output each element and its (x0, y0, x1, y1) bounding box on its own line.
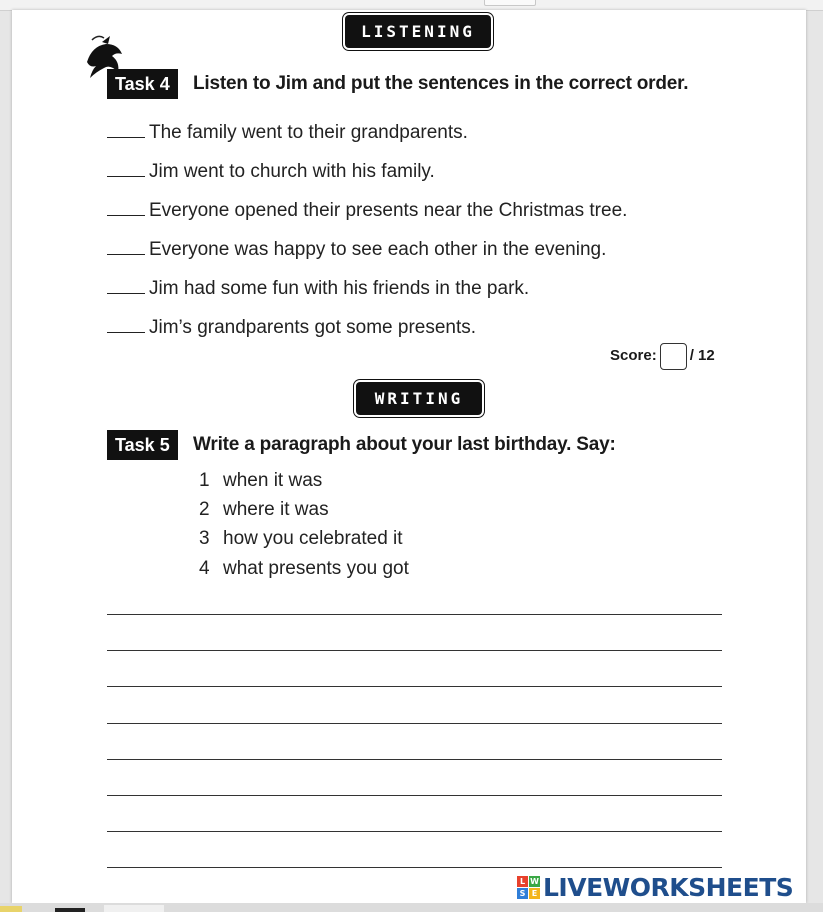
prompt-text: what presents you got (223, 558, 409, 579)
ordering-item (107, 276, 529, 301)
ordering-item (107, 198, 627, 223)
ordering-item (107, 315, 476, 340)
task-4-instructions: Listen to Jim and put the sentences in the correct order. (193, 73, 689, 94)
taskbar-strip (104, 905, 164, 912)
prompt-item (199, 469, 322, 493)
taskbar-strip (0, 906, 22, 912)
writing-line[interactable] (107, 867, 722, 868)
task-4-badge: Task 4 (107, 69, 178, 99)
task-5-badge: Task 5 (107, 430, 178, 460)
writing-line[interactable] (107, 759, 722, 760)
writing-section-label: WRITING (356, 382, 482, 415)
sentence-text: Everyone was happy to see each other in the evening. (149, 239, 607, 260)
prompt-text: when it was (223, 470, 323, 491)
prompt-number: 2 (199, 499, 210, 520)
score-total: / 12 (689, 347, 715, 364)
task-5-instructions: Write a paragraph about your last birthday. Say: (193, 434, 616, 455)
prompt-item (199, 498, 329, 522)
ordering-item (107, 159, 435, 184)
order-blank[interactable] (107, 198, 145, 216)
sentence-text: Jim’s grandparents got some presents. (149, 317, 477, 338)
liveworksheets-icon (517, 876, 541, 900)
prompt-item (199, 527, 403, 551)
sentence-text: Jim had some fun with his friends in the park. (149, 278, 530, 299)
order-blank[interactable] (107, 315, 145, 333)
prompt-number: 4 (199, 558, 210, 579)
liveworksheets-wordmark: LIVEWORKSHEETS (543, 873, 794, 902)
prompt-item (199, 557, 409, 581)
logo-icon-cell: W (530, 876, 539, 886)
writing-line[interactable] (107, 831, 722, 832)
prompt-text: how you celebrated it (223, 528, 403, 549)
writing-line[interactable] (107, 686, 722, 687)
logo-icon-cell: L (517, 876, 528, 887)
logo-icon-cell: S (517, 888, 528, 899)
liveworksheets-logo[interactable] (517, 873, 793, 901)
score-area (610, 342, 715, 370)
worksheet-page (12, 10, 806, 903)
sentence-text: Everyone opened their presents near the Christmas tree. (149, 200, 628, 221)
writing-line[interactable] (107, 795, 722, 796)
score-label: Score: (610, 347, 657, 364)
order-blank[interactable] (107, 237, 145, 255)
ordering-item (107, 237, 606, 262)
listening-section-label: LISTENING (345, 15, 491, 48)
score-box (660, 343, 687, 370)
prompt-number: 1 (199, 470, 210, 491)
sentence-text: The family went to their grandparents. (149, 122, 468, 143)
order-blank[interactable] (107, 120, 145, 138)
prompt-number: 3 (199, 528, 210, 549)
viewer-bottom-bar (0, 903, 823, 912)
logo-icon-cell: E (529, 888, 540, 899)
order-blank[interactable] (107, 276, 145, 294)
ordering-item (107, 120, 468, 145)
viewer-tab[interactable] (484, 0, 536, 6)
sentence-text: Jim went to church with his family. (149, 161, 435, 182)
order-blank[interactable] (107, 159, 145, 177)
writing-line[interactable] (107, 650, 722, 651)
prompt-text: where it was (223, 499, 329, 520)
taskbar-strip (55, 908, 85, 912)
writing-line[interactable] (107, 614, 722, 615)
writing-line[interactable] (107, 723, 722, 724)
